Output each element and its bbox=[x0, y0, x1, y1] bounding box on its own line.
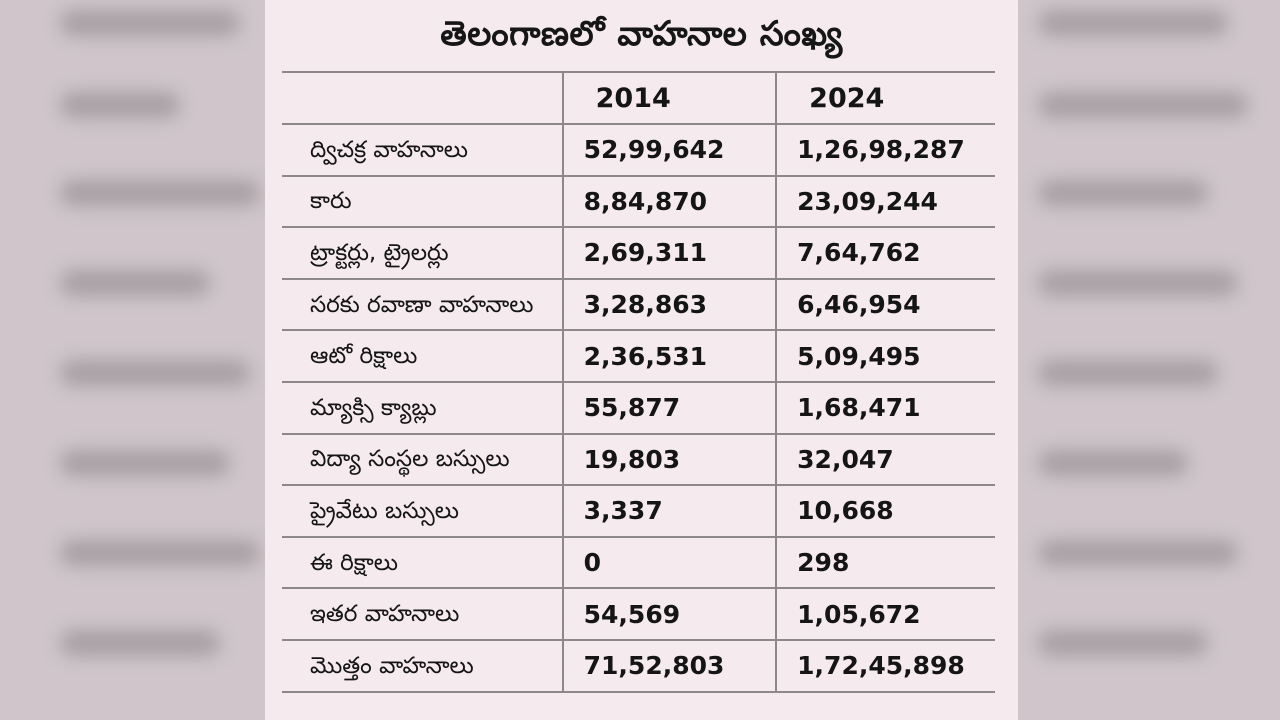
value-2024: 32,047 bbox=[776, 434, 995, 486]
table-row-total bbox=[282, 640, 995, 692]
header-category bbox=[282, 72, 563, 124]
table-row bbox=[282, 330, 995, 382]
vehicle-count-table bbox=[282, 71, 995, 693]
row-label: సరకు రవాణా వాహనాలు bbox=[282, 279, 563, 331]
value-2024: 7,64,762 bbox=[776, 227, 995, 279]
row-label: మొత్తం వాహనాలు bbox=[282, 640, 563, 692]
row-label: ద్విచక్ర వాహనాలు bbox=[282, 124, 563, 176]
value-2024: 23,09,244 bbox=[776, 176, 995, 228]
table-row bbox=[282, 382, 995, 434]
table-header-row bbox=[282, 72, 995, 124]
header-2024: 2024 bbox=[776, 72, 995, 124]
row-label: కారు bbox=[282, 176, 563, 228]
row-label: ట్రాక్టర్లు, ట్రైలర్లు bbox=[282, 227, 563, 279]
value-2024: 298 bbox=[776, 537, 995, 589]
vehicle-stats-card bbox=[265, 0, 1018, 720]
table-row bbox=[282, 588, 995, 640]
value-2014: 54,569 bbox=[563, 588, 777, 640]
blurred-background-right bbox=[1018, 0, 1280, 720]
value-2024: 6,46,954 bbox=[776, 279, 995, 331]
value-2024: 1,26,98,287 bbox=[776, 124, 995, 176]
row-label: ఈ రిక్షాలు bbox=[282, 537, 563, 589]
value-2014: 2,36,531 bbox=[563, 330, 777, 382]
value-2024: 1,68,471 bbox=[776, 382, 995, 434]
row-label: మ్యాక్సి క్యాబ్లు bbox=[282, 382, 563, 434]
table-row bbox=[282, 124, 995, 176]
table-title: తెలంగాణలో వాహనాల సంఖ్య bbox=[440, 14, 843, 54]
row-label: ఇతర వాహనాలు bbox=[282, 588, 563, 640]
row-label: ఆటో రిక్షాలు bbox=[282, 330, 563, 382]
table-row bbox=[282, 176, 995, 228]
row-label: ప్రైవేటు బస్సులు bbox=[282, 485, 563, 537]
value-2024: 5,09,495 bbox=[776, 330, 995, 382]
value-2014: 3,28,863 bbox=[563, 279, 777, 331]
value-2014: 3,337 bbox=[563, 485, 777, 537]
value-2014: 2,69,311 bbox=[563, 227, 777, 279]
value-2014: 52,99,642 bbox=[563, 124, 777, 176]
table-row bbox=[282, 227, 995, 279]
value-2024: 1,05,672 bbox=[776, 588, 995, 640]
table-row bbox=[282, 434, 995, 486]
value-2014: 0 bbox=[563, 537, 777, 589]
value-2014: 19,803 bbox=[563, 434, 777, 486]
value-2014: 71,52,803 bbox=[563, 640, 777, 692]
value-2014: 8,84,870 bbox=[563, 176, 777, 228]
header-2014: 2014 bbox=[563, 72, 777, 124]
table-row bbox=[282, 485, 995, 537]
value-2014: 55,877 bbox=[563, 382, 777, 434]
table-row bbox=[282, 279, 995, 331]
value-2024: 10,668 bbox=[776, 485, 995, 537]
table-row bbox=[282, 537, 995, 589]
row-label: విద్యా సంస్థల బస్సులు bbox=[282, 434, 563, 486]
blurred-background-left bbox=[0, 0, 265, 720]
value-2024: 1,72,45,898 bbox=[776, 640, 995, 692]
